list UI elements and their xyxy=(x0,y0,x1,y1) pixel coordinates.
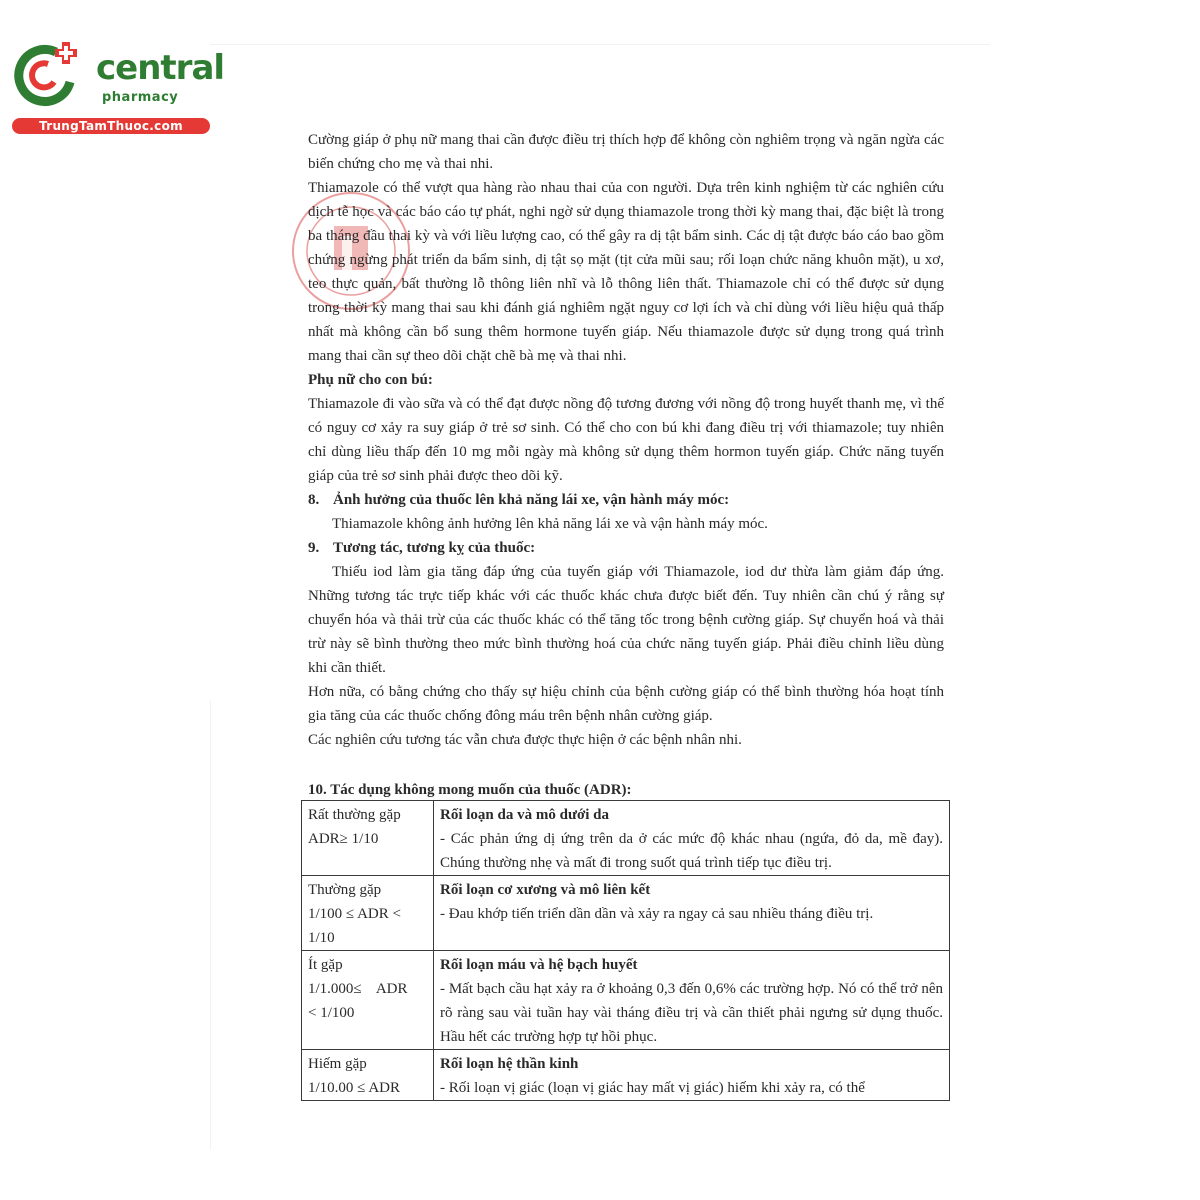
brand-logo[interactable] xyxy=(10,38,225,138)
paragraph-pregnancy-intro: Cường giáp ở phụ nữ mang thai cần được điều trị thích hợp để không còn nghiêm trọng và ngăn ngừa các biến chứng cho mẹ và thai nhi. xyxy=(308,132,944,172)
page-edge-top xyxy=(210,44,990,45)
effect-title: Rối loạn cơ xương và mô liên kết xyxy=(440,882,651,898)
frequency-cell xyxy=(302,1050,434,1101)
frequency-range: 1/1.000≤ ADR xyxy=(308,981,408,997)
section-9-paragraph-3: Các nghiên cứu tương tác vẫn chưa được thực hiện ở các bệnh nhân nhi. xyxy=(308,732,742,748)
frequency-range: 1/10.00 ≤ ADR xyxy=(308,1080,400,1096)
section-8-number: 8. xyxy=(308,492,320,508)
table-row xyxy=(302,951,950,1050)
frequency-range: ADR≥ 1/10 xyxy=(308,831,379,847)
brand-subtitle: pharmacy xyxy=(102,90,179,105)
frequency-range-cont: 1/10 xyxy=(308,930,335,946)
pharmacy-cross-logo-icon xyxy=(10,38,90,108)
page-edge-left xyxy=(210,700,211,1150)
document-body xyxy=(308,128,944,752)
effect-description: - Mất bạch cầu hạt xảy ra ở khoảng 0,3 đến 0,6% các trường hợp. Nó có thể trở nên rõ ràng sau vài tuần hay vài tháng điều trị và cần thiết phải ngưng sử dụng thuốc. Hầu hết các trường hợp tự hồi phục. xyxy=(440,981,943,1045)
effect-cell xyxy=(434,951,950,1050)
effect-description: - Rối loạn vị giác (loạn vị giác hay mất vị giác) hiếm khi xảy ra, có thể xyxy=(440,1080,865,1096)
table-row xyxy=(302,801,950,876)
frequency-range: 1/100 ≤ ADR < xyxy=(308,906,401,922)
table-row xyxy=(302,1050,950,1101)
section-9-number: 9. xyxy=(308,540,320,556)
frequency-cell xyxy=(302,876,434,951)
frequency-label: Ít gặp xyxy=(308,957,343,973)
section-8-heading xyxy=(308,488,944,512)
frequency-cell xyxy=(302,951,434,1050)
section-8-title: Ảnh hưởng của thuốc lên khả năng lái xe, vận hành máy móc: xyxy=(333,492,730,508)
frequency-label: Hiếm gặp xyxy=(308,1056,367,1072)
frequency-cell xyxy=(302,801,434,876)
breastfeeding-heading: Phụ nữ cho con bú: xyxy=(308,372,433,388)
section-10-heading: 10. Tác dụng không mong muốn của thuốc (ADR): xyxy=(308,782,632,798)
effect-title: Rối loạn hệ thần kinh xyxy=(440,1056,579,1072)
effect-title: Rối loạn máu và hệ bạch huyết xyxy=(440,957,638,973)
section-9-heading xyxy=(308,536,944,560)
effect-cell xyxy=(434,1050,950,1101)
effect-description: - Đau khớp tiến triển dần dần và xảy ra ngay cả sau nhiều tháng điều trị. xyxy=(440,906,874,922)
brand-banner[interactable]: TrungTamThuoc.com xyxy=(12,118,210,134)
frequency-label: Thường gặp xyxy=(308,882,382,898)
paragraph-pregnancy-risk: Thiamazole có thể vượt qua hàng rào nhau thai của con người. Dựa trên kinh nghiệm từ các nghiên cứu dịch tễ học và các báo cáo tự phát, nghi ngờ sử dụng thiamazole trong thời kỳ mang thai, đặc biệt là trong ba tháng đầu thai kỳ và với liều lượng cao, có thể gây ra dị tật bẩm sinh. Các dị tật được báo cáo bao gồm chứng ngừng phát triển da bẩm sinh, dị tật sọ mặt (tịt cửa mũi sau; rối loạn chức năng khuôn mặt), u xơ, teo thực quản, bất thường lỗ thông liên nhĩ và lỗ thông liên thất. Thiamazole chỉ có thể được sử dụng trong thời kỳ mang thai sau khi đánh giá nghiêm ngặt nguy cơ lợi ích và chỉ dùng với liều hiệu quả thấp nhất mà không cần bổ sung thêm hormone tuyến giáp. Nếu thiamazole được sử dụng trong quá trình mang thai cần sự theo dõi chặt chẽ bà mẹ và thai nhi. xyxy=(308,180,944,364)
section-8-body: Thiamazole không ảnh hưởng lên khả năng lái xe và vận hành máy móc. xyxy=(332,516,768,532)
frequency-range-cont: < 1/100 xyxy=(308,1005,355,1021)
table-row xyxy=(302,876,950,951)
frequency-label: Rất thường gặp xyxy=(308,807,401,823)
paragraph-breastfeeding: Thiamazole đi vào sữa và có thể đạt được nồng độ tương đương với nồng độ trong huyết thanh mẹ, vì thế có nguy cơ xảy ra suy giáp ở trẻ sơ sinh. Có thể cho con bú khi đang điều trị với thiamazole; tuy nhiên chỉ dùng liều thấp đến 10 mg mỗi ngày mà không sử dụng thêm hormon tuyến giáp. Chức năng tuyến giáp của trẻ sơ sinh phải được theo dõi kỹ. xyxy=(308,396,944,484)
effect-cell xyxy=(434,801,950,876)
effect-description: - Các phản ứng dị ứng trên da ở các mức độ khác nhau (ngứa, đỏ da, mề đay). Chúng thường nhẹ và mất đi trong suốt quá trình tiếp tục điều trị. xyxy=(440,831,943,871)
brand-name: central xyxy=(96,48,225,88)
effect-cell xyxy=(434,876,950,951)
section-9-title: Tương tác, tương kỵ của thuốc: xyxy=(333,540,536,556)
effect-title: Rối loạn da và mô dưới da xyxy=(440,807,610,823)
adr-table xyxy=(301,800,950,1101)
section-9-paragraph-1: Thiếu iod làm gia tăng đáp ứng của tuyến giáp với Thiamazole, iod dư thừa làm giảm đáp ứng. Những tương tác trực tiếp khác với các thuốc khác chưa được biết đến. Tuy nhiên cần chú ý rằng sự chuyển hóa và thải trừ của các thuốc khác có thể tăng tốc trong bệnh cường giáp. Sự chuyển hoá và thải trừ này sẽ bình thường theo mức bình thường hoá của chức năng tuyến giáp. Phải điều chỉnh liều dùng khi cần thiết. xyxy=(308,564,944,676)
section-9-paragraph-2: Hơn nữa, có bằng chứng cho thấy sự hiệu chỉnh của bệnh cường giáp có thể bình thường hóa hoạt tính gia tăng của các thuốc chống đông máu trên bệnh nhân cường giáp. xyxy=(308,684,944,724)
